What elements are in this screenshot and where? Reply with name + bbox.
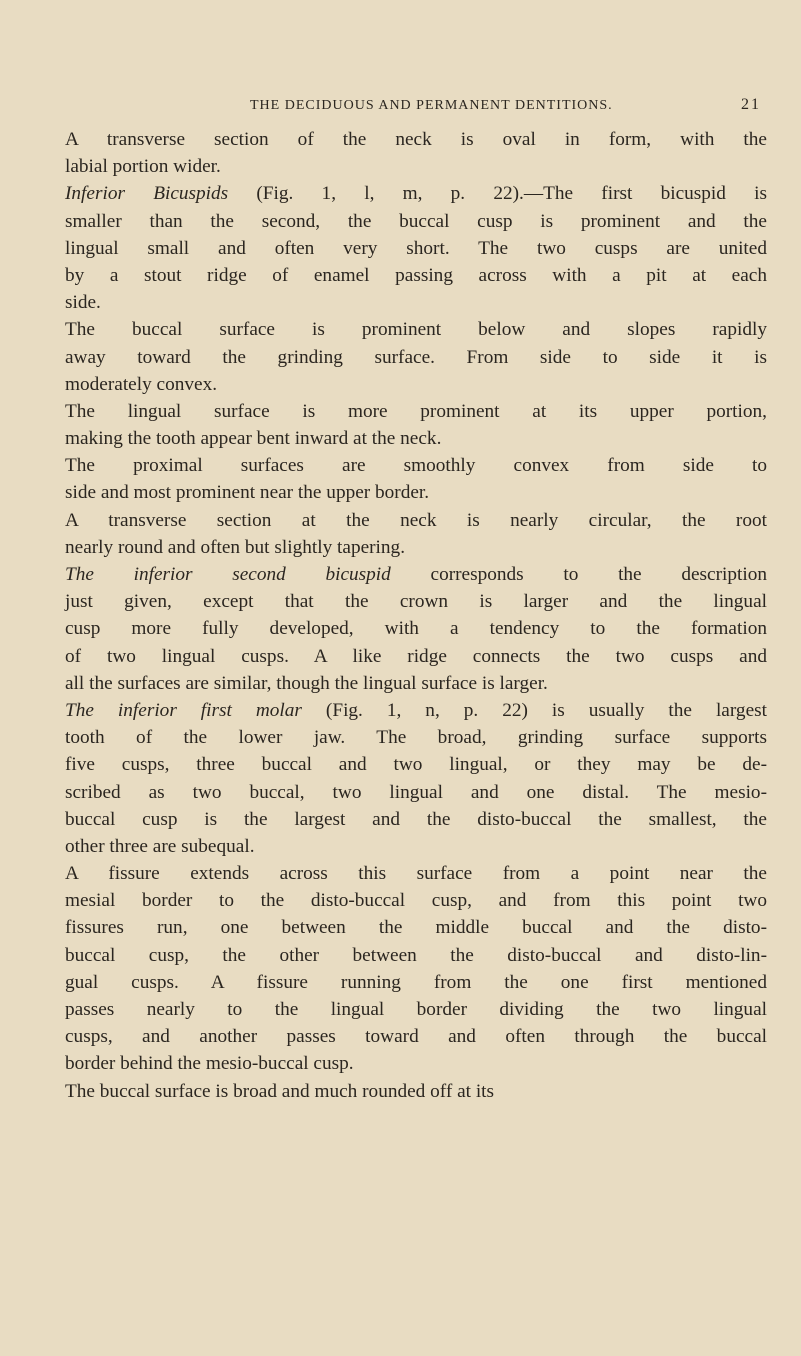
text-line xyxy=(65,697,767,724)
text-line xyxy=(65,860,767,887)
text-line xyxy=(65,724,767,751)
line-text: passes nearly to the lingual border dividing the two lingual xyxy=(65,999,767,1020)
text-line xyxy=(65,479,767,506)
text-line xyxy=(65,806,767,833)
line-text: side and most prominent near the upper border. xyxy=(65,482,430,504)
text-line xyxy=(65,126,767,153)
line-text: other three are subequal. xyxy=(65,835,255,857)
text-line xyxy=(65,289,767,316)
text-line xyxy=(65,235,767,262)
line-text: (Fig. 1, n, p. 22) is usually the largest xyxy=(301,699,767,721)
text-line xyxy=(65,833,767,860)
text-line xyxy=(65,507,767,534)
line-text: The buccal surface is broad and much rounded off at its xyxy=(65,1080,495,1102)
line-text: The buccal surface is prominent below and slopes rapidly xyxy=(65,319,767,341)
text-line xyxy=(65,208,767,235)
text-line xyxy=(65,534,767,561)
text-line xyxy=(65,996,767,1023)
text-line xyxy=(65,779,767,806)
text-line xyxy=(65,1050,767,1077)
line-text: labial portion wider. xyxy=(65,156,221,178)
text-line xyxy=(65,153,767,180)
text-line xyxy=(65,316,767,343)
line-text: scribed as two buccal, two lingual and one distal. The mesio- xyxy=(65,781,767,803)
line-text: five cusps, three buccal and two lingual, or they may be de- xyxy=(65,754,767,776)
line-text: of two lingual cusps. A like ridge connects the two cusps and xyxy=(65,645,767,667)
line-text: (Fig. 1, l, m, p. 22).—The first bicuspid is xyxy=(228,183,767,205)
line-text: by a stout ridge of enamel passing across with a pit at each xyxy=(65,264,767,286)
text-line xyxy=(65,751,767,778)
italic-heading: Inferior Bicuspids xyxy=(65,183,229,205)
line-text: moderately convex. xyxy=(65,373,218,395)
line-text: away toward the grinding surface. From side to side it is xyxy=(65,346,767,368)
line-text: smaller than the second, the buccal cusp is prominent and the xyxy=(65,210,767,232)
line-text: side. xyxy=(65,292,101,314)
line-text: all the surfaces are similar, though the lingual surface is larger. xyxy=(65,672,548,694)
text-line xyxy=(65,1023,767,1050)
line-text: just given, except that the crown is larger and the lingual xyxy=(65,591,767,613)
line-text: lingual small and often very short. The two cusps are united xyxy=(65,237,767,259)
text-line xyxy=(65,670,767,697)
line-text: A fissure extends across this surface from a point near the xyxy=(65,863,767,885)
line-text: fissures run, one between the middle buccal and the disto- xyxy=(65,917,767,939)
line-text: border behind the mesio-buccal cusp. xyxy=(65,1053,354,1075)
text-line xyxy=(65,180,767,207)
text-line xyxy=(65,452,767,479)
running-header xyxy=(0,98,801,120)
text-line xyxy=(65,887,767,914)
line-text: corresponds to the description xyxy=(390,564,767,585)
line-text: tooth of the lower jaw. The broad, grinding surface supports xyxy=(65,727,767,749)
text-line xyxy=(65,1078,767,1105)
text-line xyxy=(65,371,767,398)
text-line xyxy=(65,561,767,588)
line-text: cusps, and another passes toward and often through the buccal xyxy=(65,1026,767,1048)
line-text: A transverse section of the neck is oval in form, with the xyxy=(65,129,767,150)
italic-heading: The inferior first molar xyxy=(65,699,302,721)
line-text: buccal cusp, the other between the disto-buccal and disto-lin- xyxy=(65,944,767,966)
line-text: buccal cusp is the largest and the disto-buccal the smallest, the xyxy=(65,808,767,830)
line-text: nearly round and often but slightly tapering. xyxy=(65,536,406,558)
line-text: cusp more fully developed, with a tendency to the formation xyxy=(65,618,767,640)
line-text: making the tooth appear bent inward at the neck. xyxy=(65,428,442,450)
page-number: 21 xyxy=(741,96,761,113)
line-text: mesial border to the disto-buccal cusp, and from this point two xyxy=(65,890,767,912)
text-line xyxy=(65,969,767,996)
italic-heading: The inferior second bicuspid xyxy=(65,564,391,585)
line-text: The lingual surface is more prominent at its upper portion, xyxy=(65,400,767,422)
text-line xyxy=(65,643,767,670)
text-line xyxy=(65,615,767,642)
text-line xyxy=(65,262,767,289)
text-line xyxy=(65,942,767,969)
text-line xyxy=(65,398,767,425)
text-line xyxy=(65,914,767,941)
text-line xyxy=(65,425,767,452)
text-line xyxy=(65,344,767,371)
line-text: gual cusps. A fissure running from the one first mentioned xyxy=(65,971,767,993)
line-text: The proximal surfaces are smoothly convex from side to xyxy=(65,455,767,477)
text-line xyxy=(65,588,767,615)
line-text: A transverse section at the neck is nearly circular, the root xyxy=(65,509,767,531)
running-title: THE DECIDUOUS AND PERMANENT DENTITIONS. xyxy=(250,98,613,113)
body-text xyxy=(65,126,767,1105)
